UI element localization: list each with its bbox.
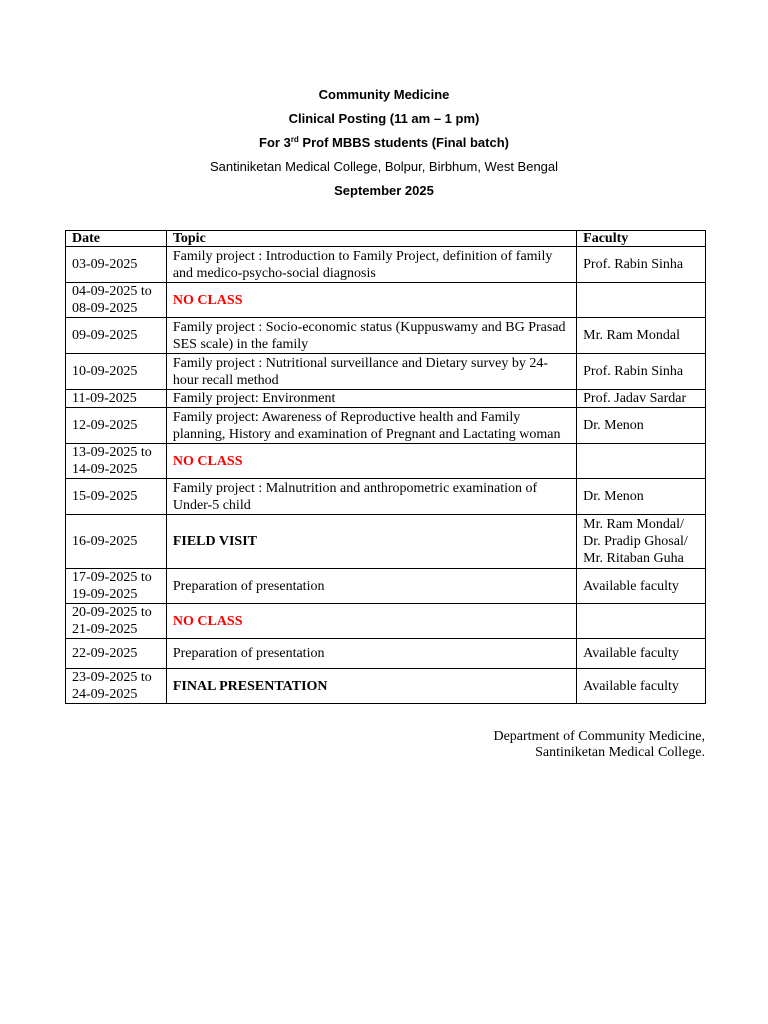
header-faculty: Faculty	[577, 231, 706, 247]
month-title: September 2025	[334, 183, 434, 198]
document-header	[0, 86, 768, 206]
table-header-row	[66, 231, 706, 247]
table-row	[66, 444, 706, 479]
cell-topic: Family project : Nutritional surveillance and Dietary survey by 24-hour recall method	[166, 354, 576, 390]
cell-topic: Family project : Malnutrition and anthropometric examination of Under-5 child	[166, 479, 576, 515]
college-address: Santiniketan Medical College, Bolpur, Birbhum, West Bengal	[209, 159, 559, 174]
cell-faculty: Available faculty	[577, 639, 706, 669]
schedule-table	[65, 230, 706, 704]
cell-date: 10-09-2025	[66, 354, 167, 390]
cell-faculty: Prof. Jadav Sardar	[577, 390, 706, 408]
table-row	[66, 283, 706, 318]
table-row	[66, 639, 706, 669]
table-row	[66, 390, 706, 408]
batch-title: For 3rd Prof MBBS students (Final batch)	[259, 135, 509, 150]
cell-date: 12-09-2025	[66, 408, 167, 444]
table-row	[66, 669, 706, 704]
cell-faculty: Dr. Menon	[577, 479, 706, 515]
cell-topic: Preparation of presentation	[166, 639, 576, 669]
cell-topic: FINAL PRESENTATION	[166, 669, 576, 704]
cell-topic: Family project: Awareness of Reproductive health and Family planning, History and examination of Pregnant and Lactating woman	[166, 408, 576, 444]
cell-topic: Family project : Introduction to Family Project, definition of family and medico-psycho-social diagnosis	[166, 247, 576, 283]
table-row	[66, 318, 706, 354]
cell-date: 03-09-2025	[66, 247, 167, 283]
cell-date: 11-09-2025	[66, 390, 167, 408]
header-topic: Topic	[166, 231, 576, 247]
table-row	[66, 408, 706, 444]
cell-faculty: Prof. Rabin Sinha	[577, 354, 706, 390]
table-row	[66, 604, 706, 639]
cell-topic: NO CLASS	[166, 444, 576, 479]
cell-date: 20-09-2025 to 21-09-2025	[66, 604, 167, 639]
cell-topic: NO CLASS	[166, 283, 576, 318]
cell-date: 09-09-2025	[66, 318, 167, 354]
header-date: Date	[66, 231, 167, 247]
table-row	[66, 247, 706, 283]
cell-faculty: Dr. Menon	[577, 408, 706, 444]
table-row	[66, 354, 706, 390]
cell-faculty: Mr. Ram Mondal	[577, 318, 706, 354]
cell-date: 15-09-2025	[66, 479, 167, 515]
cell-faculty	[577, 604, 706, 639]
cell-faculty	[577, 444, 706, 479]
signature-block	[493, 729, 705, 761]
cell-topic: NO CLASS	[166, 604, 576, 639]
posting-title: Clinical Posting (11 am – 1 pm)	[288, 111, 480, 126]
cell-faculty: Mr. Ram Mondal/ Dr. Pradip Ghosal/ Mr. Ritaban Guha	[577, 515, 706, 569]
cell-date: 23-09-2025 to 24-09-2025	[66, 669, 167, 704]
cell-faculty: Available faculty	[577, 669, 706, 704]
cell-topic: Family project : Socio-economic status (Kuppuswamy and BG Prasad SES scale) in the family	[166, 318, 576, 354]
cell-faculty	[577, 283, 706, 318]
cell-topic: Family project: Environment	[166, 390, 576, 408]
cell-faculty: Prof. Rabin Sinha	[577, 247, 706, 283]
table-row	[66, 569, 706, 604]
cell-date: 13-09-2025 to 14-09-2025	[66, 444, 167, 479]
cell-faculty: Available faculty	[577, 569, 706, 604]
department-title: Community Medicine	[318, 87, 450, 102]
cell-topic: FIELD VISIT	[166, 515, 576, 569]
cell-date: 17-09-2025 to 19-09-2025	[66, 569, 167, 604]
table-row	[66, 479, 706, 515]
college-signature: Santiniketan Medical College.	[535, 745, 705, 760]
ordinal-suffix: rd	[290, 135, 299, 144]
cell-date: 04-09-2025 to 08-09-2025	[66, 283, 167, 318]
table-row	[66, 515, 706, 569]
department-signature: Department of Community Medicine,	[493, 729, 705, 744]
cell-date: 22-09-2025	[66, 639, 167, 669]
cell-topic: Preparation of presentation	[166, 569, 576, 604]
cell-date: 16-09-2025	[66, 515, 167, 569]
